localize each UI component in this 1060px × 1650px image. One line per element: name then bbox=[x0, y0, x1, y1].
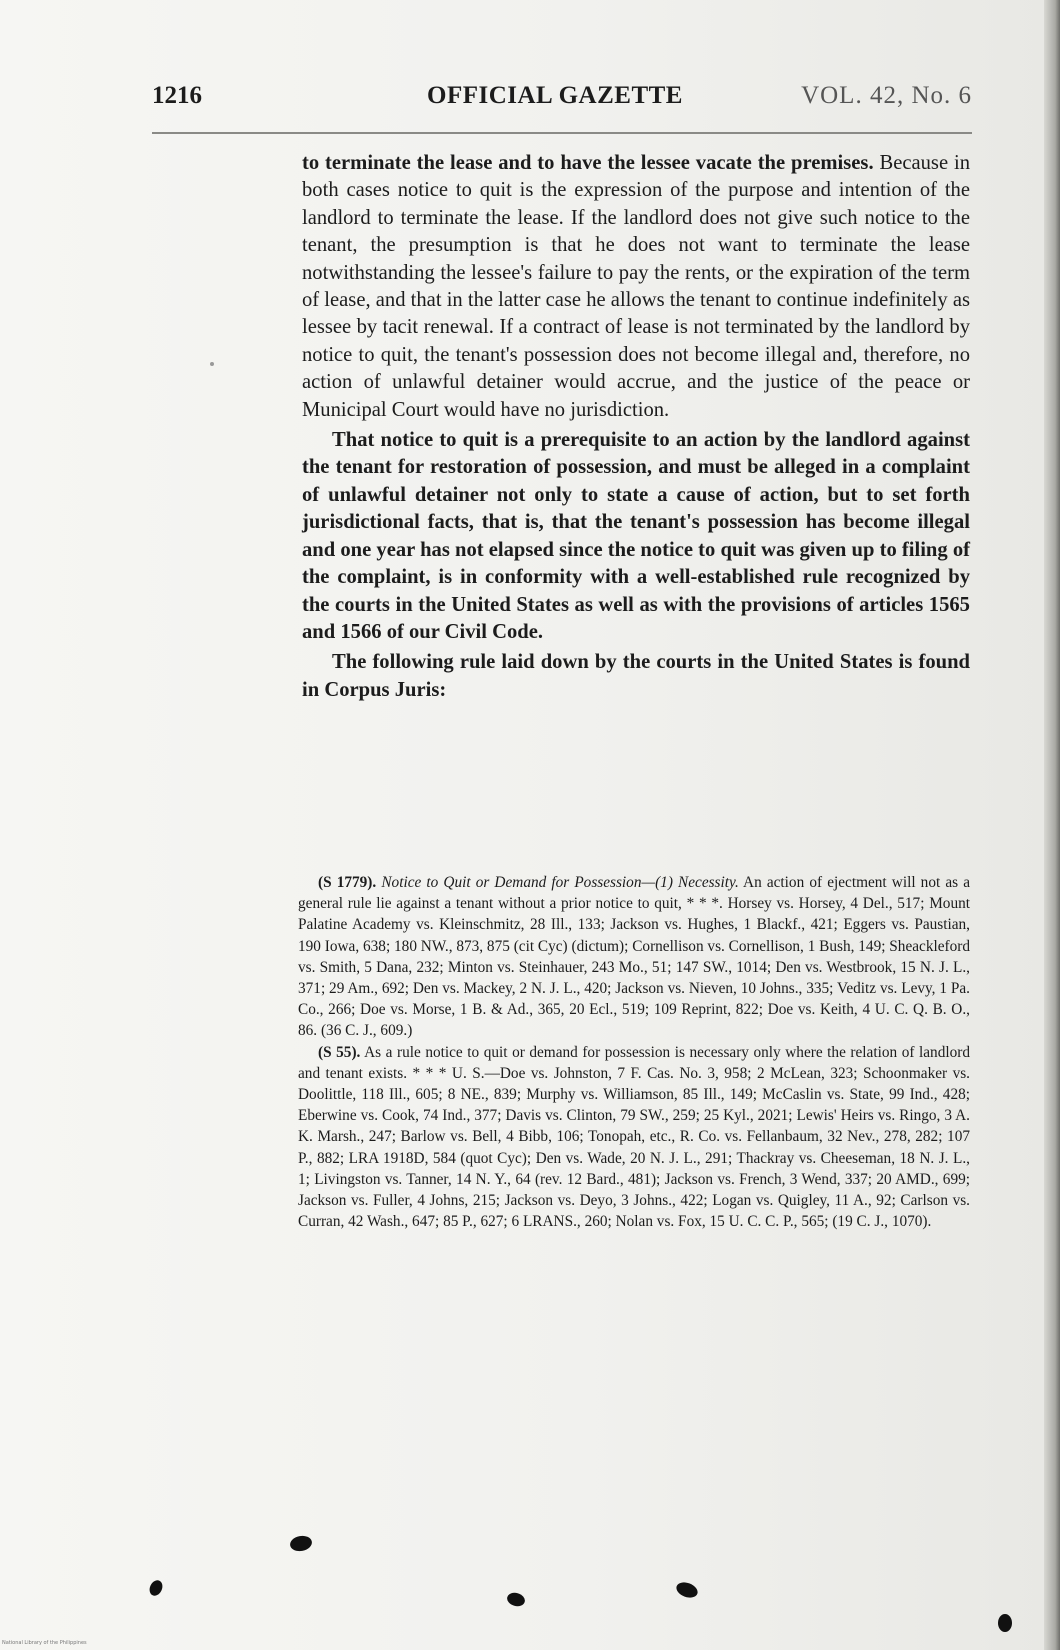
paragraph-1-body: Because in both cases notice to quit is the expression of the purpose and intention of the landlord to terminate the lease. If the landlord does not give such notice to the tenant, the presumption is that he does not want to terminate the lease notwithstanding the lessee's failure to pay the rents, or the expiration of the term of lease, and that in the latter case he allows the tenant to continue indefinitely as lessee by tacit renewal. If a contract of lease is not terminated by the landlord by notice to quit, the tenant's possession does not become illegal and, therefore, no action of unlawful detainer would accrue, and the justice of the peace or Municipal Court would have no jurisdiction. bbox=[302, 152, 970, 421]
page-header bbox=[152, 82, 972, 116]
citation-1 bbox=[298, 872, 970, 1042]
paragraph-2-end: of articles 1565 and 1566 of our Civil Code. bbox=[302, 593, 970, 643]
citation-2-label: (S 55). bbox=[318, 1043, 361, 1061]
ink-smudge bbox=[674, 1580, 699, 1601]
paragraph-1 bbox=[302, 150, 970, 424]
scan-credit: National Library of the Philippines bbox=[2, 1640, 87, 1646]
paragraph-1-lead: to terminate the lease and to have the lessee vacate the premises. bbox=[302, 152, 874, 174]
citation-1-heading: Notice to Quit or Demand for Possession—(1) Necessity. bbox=[381, 874, 739, 891]
citation-1-text: An action of ejectment will not as a general rule lie against a tenant without a prior notice to quit, * * *. Horsey vs. Horsey, 4 Del., 517; Mount Palatine Academy vs. Kleinschmitz, 28 Ill., 133; Jackson vs. Hughes, 1 Blackf., 421; Eggers vs. Paustian, 190 Iowa, 638; 180 NW., 873, 875 (cit Cyc) (dictum); Cornellison vs. Cornellison, 1 Bush, 149; Sheackleford vs. Smith, 5 Dana, 232; Minton vs. Steinhauer, 243 Mo., 51; 147 SW., 1014; Den vs. Westbrook, 15 N. J. L., 371; 29 Am., 692; Den vs. Mackey, 2 N. J. L., 420; Jackson vs. Nieven, 10 Johns., 335; Veditz vs. Levy, 1 Pa. Co., 266; Doe vs. Morse, 1 B. & Ad., 365, 20 Ecl., 519; 109 Reprint, 822; Doe vs. Keith, 4 U. C. Q. B. O., 86. (36 C. J., 609.) bbox=[298, 874, 970, 1040]
ink-smudge bbox=[506, 1591, 527, 1608]
paragraph-3 bbox=[302, 649, 970, 704]
page-binding-edge bbox=[1044, 0, 1060, 1650]
ink-smudge bbox=[998, 1614, 1012, 1632]
ink-smudge bbox=[289, 1534, 313, 1553]
page-number: 1216 bbox=[152, 82, 202, 109]
main-text bbox=[302, 150, 970, 704]
volume-info: VOL. 42, No. 6 bbox=[801, 82, 972, 109]
corpus-juris-citations bbox=[298, 872, 970, 1232]
ink-smudge bbox=[147, 1578, 165, 1598]
publication-title: OFFICIAL GAZETTE bbox=[427, 82, 683, 109]
citation-1-label: (S 1779). bbox=[318, 874, 377, 891]
citation-2 bbox=[298, 1042, 970, 1233]
paragraph-2-body: That notice to quit is a prerequisite to an action by the landlord against the tenant for restoration of possession, and must be alleged in a complaint of unlawful detainer not only to state a cause of action, but to set forth jurisdictional facts, that is, that the tenant's possession has become illegal and one year has not elapsed since the notice to quit was given up to filing of the complaint, is in conformity with a well-established rule recognized by the courts in the United States as well as with the provisions bbox=[302, 429, 970, 616]
citation-2-text: As a rule notice to quit or demand for possession is necessary only where the relation of landlord and tenant exists. * * * U. S.—Doe vs. Johnston, 7 F. Cas. No. 3, 958; 2 McLean, 323; Schoonmaker vs. Doolittle, 118 Ill., 605; 8 NE., 839; Murphy vs. Williamson, 85 Ill., 149; McCaslin vs. State, 99 Ind., 428; Eberwine vs. Cook, 74 Ind., 377; Davis vs. Clinton, 79 SW., 259; 25 Kyl., 2021; Lewis' Heirs vs. Ringo, 3 A. K. Marsh., 247; Barlow vs. Bell, 4 Bibb, 106; Tonopah, etc., R. Co. vs. Fellanbaum, 32 Nev., 278, 282; 107 P., 882; LRA 1918D, 584 (quot Cyc); Den vs. Wade, 20 N. J. L., 291; Thackray vs. Cheeseman, 18 N. J. L., 1; Livingston vs. Tanner, 14 N. Y., 64 (rev. 12 Bard., 481); Jackson vs. French, 3 Wend, 337; 20 AMD., 699; Jackson vs. Fuller, 4 Johns, 215; Jackson vs. Deyo, 3 Johns., 422; Logan vs. Quigley, 11 A., 92; Carlson vs. Curran, 42 Wash., 647; 85 P., 627; 6 LRANS., 260; Nolan vs. Fox, 15 U. C. C. P., 565; (19 C. J., 1070). bbox=[298, 1043, 970, 1231]
paragraph-2 bbox=[302, 427, 970, 646]
paragraph-3-body: The following rule laid down by the courts in the United States is found in Corpus Juris: bbox=[302, 651, 970, 701]
scan-speck bbox=[210, 362, 214, 366]
header-rule bbox=[152, 132, 972, 134]
